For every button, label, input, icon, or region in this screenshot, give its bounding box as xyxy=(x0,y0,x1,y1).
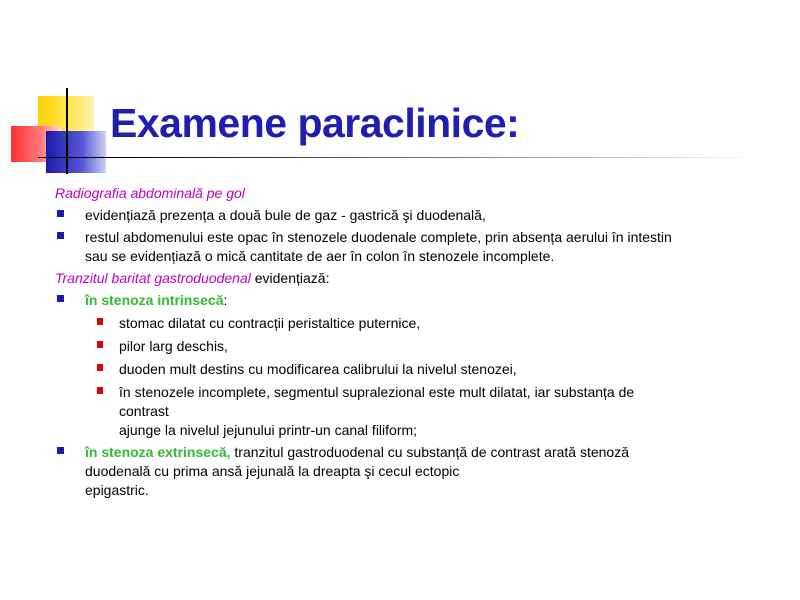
bullet-square-icon xyxy=(57,210,64,217)
bullet-square-icon xyxy=(57,232,64,239)
sub-list-item: duoden mult destins cu modificarea calibrului la nivelul stenozei, xyxy=(55,360,785,379)
bullet-square-icon xyxy=(57,447,64,454)
logo-vertical-line xyxy=(66,88,68,174)
bullet-red-icon xyxy=(97,387,103,394)
slide-content xyxy=(55,184,785,500)
sub-list-item: stomac dilatat cu contracții peristaltice puternice, xyxy=(55,314,785,333)
sub-list-item: pilor larg deschis, xyxy=(55,337,785,356)
list-item: în stenoza intrinsecă: xyxy=(55,291,785,310)
radiografia-heading: Radiografia abdominală pe gol xyxy=(55,185,245,201)
slide-title: Examene paraclinice: xyxy=(110,100,520,146)
list-item: evidențiază prezența a două bule de gaz - gastrică şi duodenală, xyxy=(55,206,785,225)
bullet-red-icon xyxy=(97,341,103,348)
sub-list-item: în stenozele incomplete, segmentul supralezional este mult dilatat, iar substanța de contrast ajunge la nivelul jejunului printr-un canal filiform; xyxy=(55,383,785,440)
title-underline xyxy=(110,157,760,158)
list-item: în stenoza extrinsecă, tranzitul gastroduodenal cu substanță de contrast arată stenoză duodenală cu prima ansă jejunală la dreapta şi cecul ectopic epigastric. xyxy=(55,443,785,500)
extrinseca-label: în stenoza extrinsecă, xyxy=(85,444,231,460)
intrinseca-label: în stenoza intrinsecă xyxy=(85,292,224,308)
bullet-square-icon xyxy=(57,295,64,302)
tranzit-heading: Tranzitul baritat gastroduodenal evidențiază: xyxy=(55,270,330,286)
bullet-red-icon xyxy=(97,318,103,325)
logo-blue-block xyxy=(46,131,106,173)
bullet-red-icon xyxy=(97,364,103,371)
list-item: restul abdomenului este opac în stenozele duodenale complete, prin absența aerului în intestin sau se evidențiază o mică cantitate de aer în colon în stenozele incomplete. xyxy=(55,228,785,266)
